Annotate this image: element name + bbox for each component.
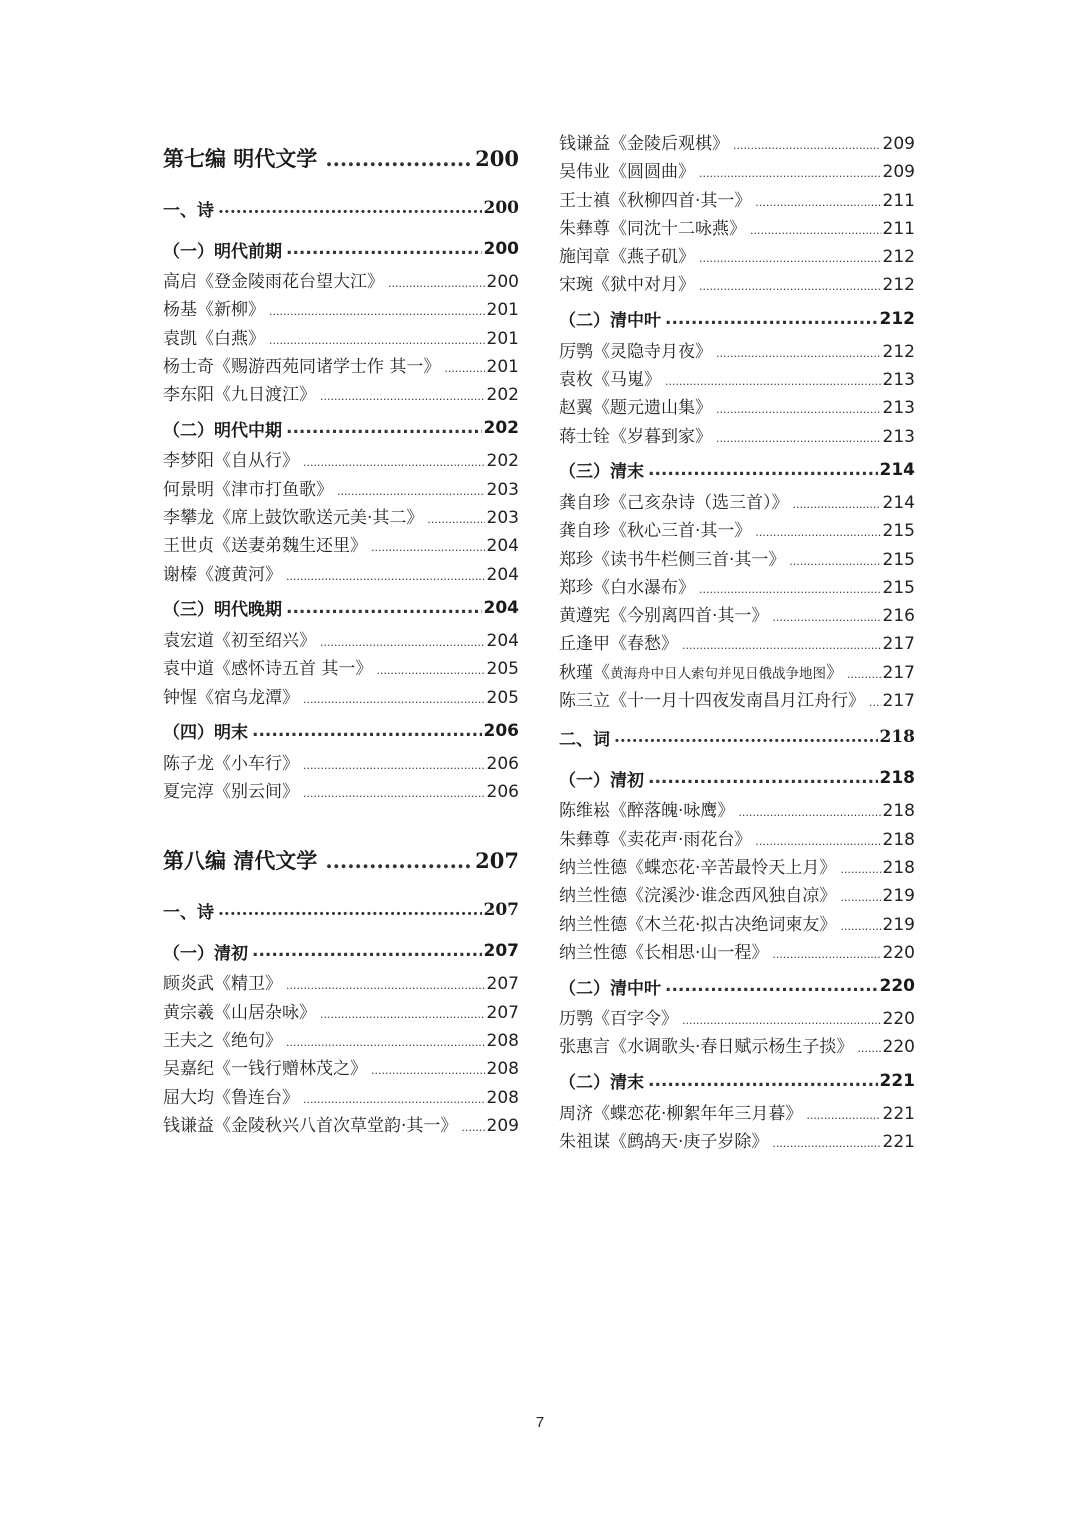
toc-entry[interactable]	[559, 574, 915, 602]
entry-title: 陈三立《十一月十四夜发南昌月江舟行》	[559, 691, 865, 712]
page-ref: 202	[483, 418, 519, 439]
toc-entry[interactable]	[163, 778, 519, 806]
toc-entry[interactable]	[559, 338, 915, 366]
dot-leader	[755, 189, 880, 215]
entry-title	[559, 659, 843, 687]
dot-leader	[869, 689, 881, 715]
period-title: （三）明代晚期	[163, 600, 282, 621]
page-ref: 211	[882, 218, 915, 239]
section-title: 一、诗	[163, 200, 214, 221]
dot-leader	[371, 534, 485, 560]
dot-leader	[252, 721, 482, 741]
page-ref: 217	[882, 662, 915, 683]
page-ref: 200	[486, 272, 519, 292]
toc-entry[interactable]	[163, 999, 519, 1027]
toc-entry[interactable]	[163, 1084, 519, 1112]
dot-leader	[847, 661, 881, 687]
dot-leader	[269, 298, 485, 324]
toc-entry[interactable]	[163, 296, 519, 324]
period-title: （一）清初	[559, 770, 644, 791]
dot-leader	[840, 913, 880, 939]
page-ref: 204	[486, 630, 519, 651]
period-title: （二）清中叶	[559, 978, 661, 999]
page-ref: 218	[879, 768, 915, 789]
entry-title: 王世贞《送妻弟魏生还里》	[163, 536, 367, 557]
dot-leader	[772, 1130, 880, 1156]
dot-leader	[840, 884, 880, 910]
dot-leader	[325, 848, 471, 873]
toc-entry[interactable]	[559, 130, 915, 158]
part-spacer	[163, 806, 519, 832]
page-ref: 215	[882, 521, 915, 542]
toc-entry[interactable]	[163, 1055, 519, 1083]
page-ref: 209	[486, 1115, 519, 1136]
period-title: （一）清初	[163, 943, 248, 964]
entry-title: 吴伟业《圆圆曲》	[559, 162, 695, 183]
toc-entry[interactable]	[559, 187, 915, 215]
page-ref: 221	[882, 1103, 915, 1124]
page-number: 7	[535, 1414, 545, 1431]
toc-entry[interactable]	[559, 1128, 915, 1156]
toc-entry[interactable]	[559, 394, 915, 422]
toc-entry[interactable]	[559, 939, 915, 967]
toc-entry[interactable]	[559, 271, 915, 299]
page-ref: 221	[882, 1132, 915, 1153]
entry-title: 朱祖谋《鹧鸪天·庚子岁除》	[559, 1132, 769, 1153]
dot-leader	[303, 449, 485, 475]
dot-leader	[789, 548, 880, 574]
entry-title: 何景明《津市打鱼歌》	[163, 479, 333, 500]
entry-title: 袁凯《白燕》	[163, 328, 265, 349]
page-ref: 218	[882, 857, 915, 878]
dot-leader	[252, 941, 482, 961]
entry-title: 厉鹗《灵隐寺月夜》	[559, 341, 712, 362]
page-ref: 204	[486, 536, 519, 557]
entry-title: 王士禛《秋柳四首·其一》	[559, 190, 752, 211]
part-heading[interactable]	[163, 130, 519, 186]
dot-leader	[750, 217, 881, 243]
dot-leader	[218, 198, 482, 218]
toc-entry[interactable]	[559, 243, 915, 271]
dot-leader	[857, 1035, 880, 1061]
entry-title: 袁中道《感怀诗五首 其一》	[163, 659, 373, 680]
toc-entry[interactable]	[559, 659, 915, 687]
dot-leader	[716, 340, 881, 366]
period-heading[interactable]	[559, 300, 915, 338]
period-heading[interactable]	[163, 230, 519, 268]
toc-entry[interactable]	[559, 854, 915, 882]
page-ref: 214	[879, 459, 915, 480]
dot-leader	[325, 146, 471, 171]
dot-leader	[337, 478, 485, 504]
toc-entry[interactable]	[559, 687, 915, 715]
period-heading[interactable]	[163, 409, 519, 447]
toc-left-column	[163, 130, 519, 1140]
page-ref: 206	[486, 753, 519, 774]
page-ref: 211	[882, 190, 915, 211]
page-ref: 217	[882, 634, 915, 655]
page-ref: 213	[882, 398, 915, 419]
toc-entry[interactable]	[163, 655, 519, 683]
entry-title: 杨基《新柳》	[163, 300, 265, 321]
entry-title: 杨士奇《赐游西苑同诸学士作 其一》	[163, 356, 441, 377]
page-ref: 215	[882, 577, 915, 598]
page-ref: 218	[882, 829, 915, 850]
dot-leader	[286, 418, 482, 438]
page-ref: 208	[486, 1031, 519, 1052]
dot-leader	[733, 132, 881, 158]
entry-title: 屈大均《鲁连台》	[163, 1087, 299, 1108]
page-ref: 212	[882, 247, 915, 268]
dot-leader	[716, 396, 881, 422]
page-ref: 205	[486, 687, 519, 708]
dot-leader	[840, 856, 880, 882]
entry-title: 郑珍《读书牛栏侧三首·其一》	[559, 549, 786, 570]
toc-entry[interactable]	[163, 381, 519, 409]
page-ref: 204	[486, 564, 519, 585]
dot-leader	[772, 604, 880, 630]
dot-leader	[699, 273, 881, 299]
toc-entry[interactable]	[163, 970, 519, 998]
toc-entry[interactable]	[559, 366, 915, 394]
dot-leader	[699, 160, 881, 186]
entry-title: 袁宏道《初至绍兴》	[163, 630, 316, 651]
period-heading[interactable]	[559, 759, 915, 797]
page-ref: 216	[882, 606, 915, 627]
dot-leader	[376, 657, 484, 683]
toc-entry[interactable]	[559, 546, 915, 574]
dot-leader	[699, 576, 881, 602]
page-ref: 207	[486, 974, 519, 995]
dot-leader	[648, 768, 878, 788]
page-ref: 207	[483, 941, 519, 962]
entry-title: 郑珍《白水瀑布》	[559, 577, 695, 598]
entry-title: 朱彝尊《卖花声·雨花台》	[559, 829, 752, 850]
dot-leader	[320, 629, 485, 655]
page-ref: 218	[882, 801, 915, 822]
entry-title: 钟惺《宿乌龙潭》	[163, 687, 299, 708]
dot-leader	[427, 506, 484, 532]
dot-leader	[286, 598, 482, 618]
toc-entry[interactable]	[559, 517, 915, 545]
period-heading[interactable]	[163, 712, 519, 750]
dot-leader	[320, 1001, 485, 1027]
toc-entry[interactable]	[559, 423, 915, 451]
period-heading[interactable]	[559, 451, 915, 489]
toc-entry[interactable]	[163, 447, 519, 475]
entry-title: 黄遵宪《今别离四首·其一》	[559, 606, 769, 627]
toc-entry[interactable]	[163, 561, 519, 589]
dot-leader	[444, 355, 484, 381]
dot-leader	[218, 900, 482, 920]
entry-title: 李攀龙《席上鼓饮歌送元美·其二》	[163, 508, 424, 529]
page-ref: 201	[486, 356, 519, 377]
entry-title: 龚自珍《秋心三首·其一》	[559, 521, 752, 542]
dot-leader	[716, 425, 881, 451]
entry-title: 钱谦益《金陵后观棋》	[559, 134, 729, 154]
page-ref: 219	[882, 886, 915, 907]
dot-leader	[665, 368, 881, 394]
page-ref: 203	[486, 479, 519, 500]
page-ref: 220	[879, 976, 915, 997]
dot-leader	[772, 941, 880, 967]
page-ref: 219	[882, 914, 915, 935]
page-ref: 208	[486, 1059, 519, 1080]
toc-entry[interactable]	[163, 1027, 519, 1055]
toc-entry[interactable]	[163, 268, 519, 296]
page-ref: 220	[882, 942, 915, 963]
toc-entry[interactable]	[559, 882, 915, 910]
toc-entry[interactable]	[163, 476, 519, 504]
dot-leader	[682, 632, 881, 658]
page-ref: 206	[486, 782, 519, 803]
dot-leader	[793, 491, 881, 517]
toc-entry[interactable]	[559, 826, 915, 854]
period-title: （一）明代前期	[163, 241, 282, 262]
dot-leader	[755, 828, 880, 854]
dot-leader	[614, 727, 878, 747]
toc-entry[interactable]	[559, 630, 915, 658]
period-heading[interactable]	[559, 1062, 915, 1100]
entry-title: 朱彝尊《同沈十二咏燕》	[559, 218, 746, 239]
dot-leader	[699, 245, 881, 271]
entry-title: 李东阳《九日渡江》	[163, 385, 316, 406]
toc-entry[interactable]	[559, 158, 915, 186]
period-title: （二）清中叶	[559, 311, 661, 332]
page-ref: 209	[882, 162, 915, 183]
dot-leader	[286, 1029, 485, 1055]
page-ref: 200	[483, 239, 519, 259]
part-title: 第八编 清代文学	[163, 848, 318, 874]
page-ref: 201	[486, 300, 519, 321]
section-title: 一、诗	[163, 902, 214, 923]
toc-entry[interactable]	[163, 353, 519, 381]
page-ref: 218	[879, 727, 915, 748]
page-ref: 212	[882, 275, 915, 296]
entry-title: 历鹗《百字令》	[559, 1009, 678, 1030]
toc-entry[interactable]	[163, 1112, 519, 1140]
dot-leader	[461, 1114, 484, 1140]
page-ref: 203	[486, 508, 519, 529]
dot-leader	[388, 270, 485, 296]
toc-entry[interactable]	[559, 1005, 915, 1033]
entry-title: 纳兰性德《浣溪沙·谁念西风独自凉》	[559, 886, 837, 907]
period-heading[interactable]	[559, 967, 915, 1005]
page-ref: 213	[882, 426, 915, 447]
entry-title: 张惠言《水调歌头·春日赋示杨生子掞》	[559, 1037, 854, 1058]
entry-title: 周济《蝶恋花·柳絮年年三月暮》	[559, 1103, 803, 1124]
page-ref: 202	[486, 385, 519, 406]
toc-entry[interactable]	[559, 489, 915, 517]
toc-entry[interactable]	[163, 532, 519, 560]
entry-title-close: 》	[826, 662, 843, 683]
entry-title: 陈维崧《醉落魄·咏鹰》	[559, 801, 735, 822]
entry-title: 蒋士铨《岁暮到家》	[559, 426, 712, 447]
dot-leader	[269, 327, 485, 353]
entry-title: 龚自珍《己亥杂诗（选三首）》	[559, 492, 789, 513]
dot-leader	[286, 239, 482, 259]
section-title: 二、词	[559, 729, 610, 750]
toc-entry[interactable]	[163, 627, 519, 655]
period-title: （二）清末	[559, 1073, 644, 1094]
period-title: （三）清末	[559, 462, 644, 483]
toc-entry[interactable]	[163, 750, 519, 778]
dot-leader	[648, 1071, 878, 1091]
entry-title: 陈子龙《小车行》	[163, 753, 299, 774]
entry-title: 钱谦益《金陵秋兴八首次草堂韵·其一》	[163, 1115, 458, 1136]
page-ref: 213	[882, 370, 915, 391]
page-ref: 207	[486, 1002, 519, 1023]
entry-title: 顾炎武《精卫》	[163, 974, 282, 995]
toc-entry[interactable]	[559, 797, 915, 825]
dot-leader	[648, 460, 878, 480]
entry-title: 宋琬《狱中对月》	[559, 275, 695, 296]
dot-leader	[682, 1007, 881, 1033]
entry-title: 夏完淳《别云间》	[163, 782, 299, 803]
toc-entry[interactable]	[163, 325, 519, 353]
toc-entry[interactable]	[559, 1100, 915, 1128]
entry-title: 丘逢甲《春愁》	[559, 634, 678, 655]
dot-leader	[303, 686, 485, 712]
page-ref: 200	[483, 198, 519, 218]
page-ref: 201	[486, 328, 519, 349]
dot-leader	[320, 383, 485, 409]
dot-leader	[665, 309, 878, 329]
page-ref: 207	[483, 900, 519, 921]
section-heading[interactable]	[163, 888, 519, 932]
entry-title: 谢榛《渡黄河》	[163, 564, 282, 585]
part-title: 第七编 明代文学	[163, 146, 318, 171]
page-ref: 220	[882, 1037, 915, 1058]
dot-leader	[286, 563, 485, 589]
entry-title: 纳兰性德《木兰花·拟古决绝词柬友》	[559, 914, 837, 935]
entry-title: 纳兰性德《蝶恋花·辛苦最怜天上月》	[559, 857, 837, 878]
section-heading[interactable]	[559, 715, 915, 759]
dot-leader	[738, 799, 880, 825]
entry-title: 黄宗羲《山居杂咏》	[163, 1002, 316, 1023]
page-ref: 212	[879, 308, 915, 329]
page-ref: 209	[882, 134, 915, 154]
entry-title: 李梦阳《自从行》	[163, 451, 299, 472]
dot-leader	[755, 519, 880, 545]
toc-entry[interactable]	[163, 684, 519, 712]
entry-title: 吴嘉纪《一钱行赠林茂之》	[163, 1059, 367, 1080]
page-ref: 212	[882, 341, 915, 362]
dot-leader	[665, 976, 878, 996]
page-ref: 221	[879, 1070, 915, 1091]
toc-entry[interactable]	[163, 504, 519, 532]
section-heading[interactable]	[163, 186, 519, 230]
toc-entry[interactable]	[559, 602, 915, 630]
period-title: （二）明代中期	[163, 420, 282, 441]
page-ref: 215	[882, 549, 915, 570]
entry-author: 秋瑾《	[559, 662, 610, 683]
page-ref: 208	[486, 1087, 519, 1108]
page-ref: 217	[882, 691, 915, 712]
entry-title: 王夫之《绝句》	[163, 1031, 282, 1052]
toc-entry[interactable]	[559, 911, 915, 939]
period-heading[interactable]	[163, 932, 519, 970]
dot-leader	[303, 1086, 485, 1112]
toc-entry[interactable]	[559, 1033, 915, 1061]
dot-leader	[303, 752, 485, 778]
page-ref: 202	[486, 451, 519, 472]
page-ref: 206	[483, 720, 519, 741]
entry-title: 赵翼《题元遗山集》	[559, 398, 712, 419]
period-title: （四）明末	[163, 723, 248, 744]
dot-leader	[371, 1057, 485, 1083]
toc-right-column	[559, 130, 915, 1156]
part-heading[interactable]	[163, 832, 519, 888]
toc-entry[interactable]	[559, 215, 915, 243]
page-ref: 207	[475, 847, 519, 873]
entry-title: 高启《登金陵雨花台望大江》	[163, 272, 384, 292]
page-ref: 200	[475, 145, 519, 171]
entry-work-title: 黄海舟中日人索句并见日俄战争地图	[610, 665, 826, 682]
period-heading[interactable]	[163, 589, 519, 627]
dot-leader	[303, 780, 485, 806]
page-ref: 205	[486, 659, 519, 680]
dot-leader	[286, 972, 485, 998]
page-ref: 204	[483, 597, 519, 618]
page-ref: 220	[882, 1009, 915, 1030]
entry-title: 纳兰性德《长相思·山一程》	[559, 942, 769, 963]
entry-title: 袁枚《马嵬》	[559, 370, 661, 391]
dot-leader	[806, 1102, 880, 1128]
entry-title: 施闰章《燕子矶》	[559, 247, 695, 268]
page-ref: 214	[882, 492, 915, 513]
